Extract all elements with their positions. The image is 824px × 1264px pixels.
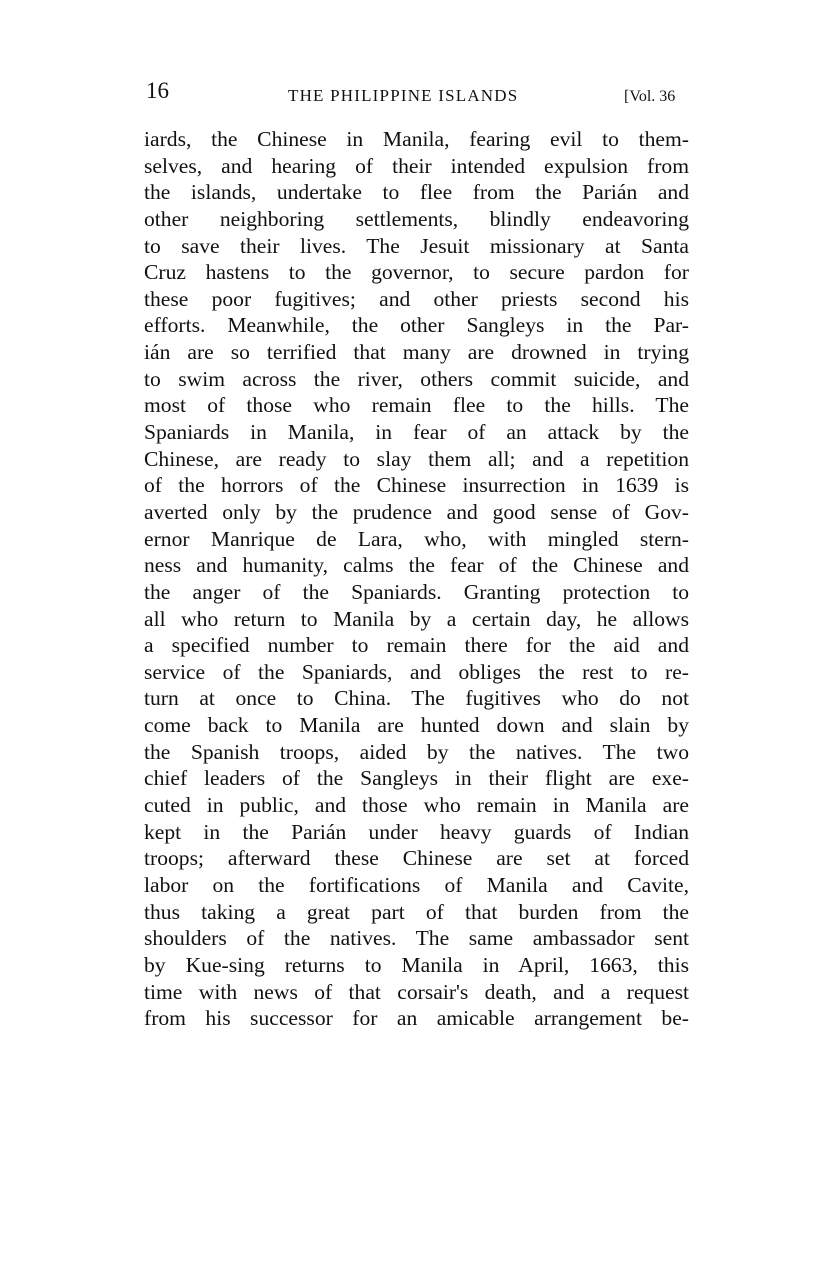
text-line: all who return to Manila by a certain day, he allows bbox=[144, 606, 689, 631]
text-line: cuted in public, and those who remain in Manila are bbox=[144, 793, 689, 818]
text-line: averted only by the prudence and good sense of Gov- bbox=[144, 499, 689, 524]
text-line: Cruz hastens to the governor, to secure pardon for bbox=[144, 260, 689, 285]
text-line: the islands, undertake to flee from the Parián and bbox=[144, 180, 689, 205]
text-line: most of those who remain flee to the hills. The bbox=[144, 393, 689, 418]
running-title: THE PHILIPPINE ISLANDS bbox=[288, 86, 519, 105]
text-line: Chinese, are ready to slay them all; and a repetition bbox=[144, 446, 689, 471]
body-text bbox=[144, 126, 689, 1032]
text-line: from his successor for an amicable arrangement be- bbox=[144, 1006, 689, 1031]
page-number: 16 bbox=[146, 78, 169, 103]
text-line: selves, and hearing of their intended expulsion from bbox=[144, 153, 689, 178]
text-line: turn at once to China. The fugitives who do not bbox=[144, 686, 689, 711]
text-line: ernor Manrique de Lara, who, with mingled stern- bbox=[144, 526, 689, 551]
volume-label: [Vol. 36 bbox=[624, 88, 676, 105]
text-line: troops; afterward these Chinese are set at forced bbox=[144, 846, 689, 871]
text-line: ián are so terrified that many are drowned in trying bbox=[144, 340, 689, 365]
text-line: service of the Spaniards, and obliges the rest to re- bbox=[144, 659, 689, 684]
text-line: chief leaders of the Sangleys in their flight are exe- bbox=[144, 766, 689, 791]
text-line: other neighboring settlements, blindly endeavoring bbox=[144, 206, 689, 231]
text-line: labor on the fortifications of Manila and Cavite, bbox=[144, 872, 689, 897]
text-line: iards, the Chinese in Manila, fearing evil to them- bbox=[144, 127, 689, 151]
text-line: time with news of that corsair's death, and a request bbox=[144, 979, 689, 1004]
text-line: the anger of the Spaniards. Granting protection to bbox=[144, 579, 689, 604]
text-line: to swim across the river, others commit suicide, and bbox=[144, 366, 689, 391]
text-line: efforts. Meanwhile, the other Sangleys in the Par- bbox=[144, 313, 689, 338]
text-line: Spaniards in Manila, in fear of an attack by the bbox=[144, 420, 689, 445]
text-line: to save their lives. The Jesuit missionary at Santa bbox=[144, 233, 689, 258]
text-line: a specified number to remain there for the aid and bbox=[144, 633, 689, 658]
text-line: thus taking a great part of that burden from the bbox=[144, 899, 689, 924]
text-line: come back to Manila are hunted down and slain by bbox=[144, 713, 689, 738]
text-line: shoulders of the natives. The same ambassador sent bbox=[144, 926, 689, 951]
text-line: the Spanish troops, aided by the natives. The two bbox=[144, 739, 689, 764]
page-header bbox=[0, 0, 824, 120]
text-line: kept in the Parián under heavy guards of Indian bbox=[144, 819, 689, 844]
text-line: ness and humanity, calms the fear of the Chinese and bbox=[144, 553, 689, 578]
text-line: of the horrors of the Chinese insurrection in 1639 is bbox=[144, 473, 689, 498]
text-line: by Kue-sing returns to Manila in April, 1663, this bbox=[144, 952, 689, 977]
text-line: these poor fugitives; and other priests second his bbox=[144, 286, 689, 311]
